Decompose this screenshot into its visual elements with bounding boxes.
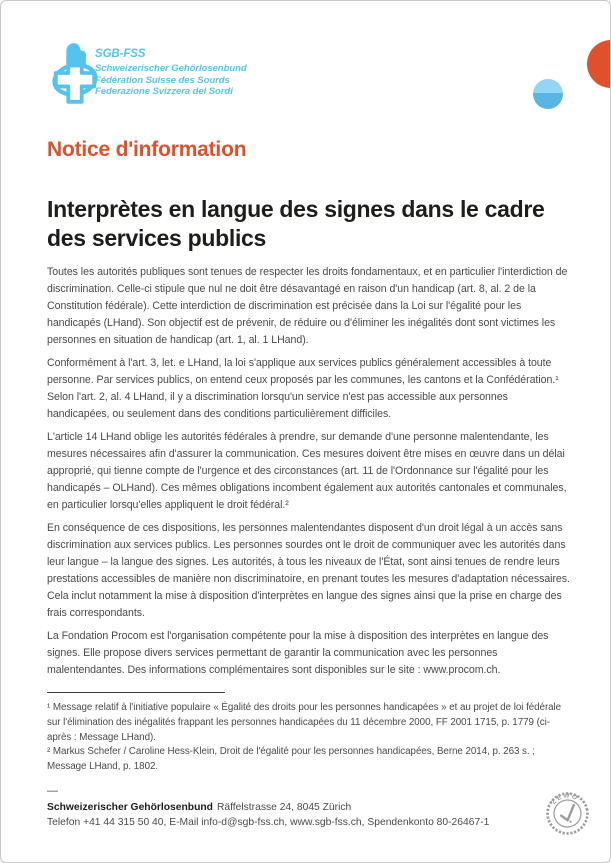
paragraph: Conformément à l'art. 3, let. e LHand, la loi s'applique aux services publics généralement accessibles à toute personne. Par services publics, on entend ceux proposés par les communes, les cantons et la Confédération.¹ Selon l'art. 2, al. 4 LHand, il y a discrimination lorsqu'un service n'est pas accessible aux personnes handicapées, ou seulement dans des conditions particulièrement difficiles. (47, 357, 559, 420)
notice-kicker: Notice d'information (47, 138, 247, 161)
paragraph: Toutes les autorités publiques sont tenues de respecter les droits fondamentaux, et en particulier l'interdiction de discrimination. Celle-ci stipule que nul ne doit être désavantagé en raison d'un handicap (art. 8, al. 2 de la Constitution fédérale). Cette interdiction de discrimination est précisée dans la Loi sur l'égalité pour les handicapés (LHand). Son objectif est de prévenir, de réduire ou d'éliminer les inégalités dont sont victimes les personnes en situation de handicap (art. 1, al. 1 LHand). (47, 266, 568, 346)
logo-name-it: Federazione Svizzera dei Sordi (95, 86, 233, 97)
page-title: Interprètes en langue des signes dans le cadre des services publics (47, 196, 545, 252)
paragraph: La Fondation Procom est l'organisation compétente pour la mise à disposition des interprètes en langue des signes. Elle propose divers services permettant de garantir la communication avec les personnes malentendantes. Des informations complémentaires sont disponibles sur le site : www.procom.ch. (47, 630, 549, 676)
logo-name-de: Schweizerischer Gehörlosenbund (95, 63, 247, 74)
footer-org-name: Schweizerischer Gehörlosenbund (47, 802, 213, 813)
footer (47, 786, 571, 830)
logo-acronym: SGB-FSS (95, 48, 146, 60)
sgb-fss-logo-icon (51, 41, 99, 105)
footer-address: Räffelstrasse 24, 8045 Zürich (216, 802, 352, 813)
footnote: ² Markus Schefer / Caroline Hess-Klein, Droit de l'égalité pour les personnes handicapées, Berne 2014, p. 263 s. ; Message LHand, p. 1802. (47, 746, 535, 773)
footnote: ¹ Message relatif à l'initiative populaire « Égalité des droits pour les personnes handicapées » et au projet de loi fédérale sur l'élimination des inégalités frappant les personnes handicapées du 11 décembre 2000, FF 2001 1715, p. 1779 (ci-après : Message LHand). (47, 702, 562, 743)
svg-text:ZEWO (549, 790, 581, 808)
footer-org-line (47, 800, 571, 815)
logo-wordmark (95, 48, 247, 98)
paragraph: En conséquence de ces dispositions, les personnes malentendantes disposent d'un droit légal à un accès sans discrimination aux services publics. Les personnes sourdes ont le droit de communiquer avec les autorités dans leur langue – la langue des signes. Les autorités, à tous les niveaux de l'État, sont ainsi tenues de rendre leurs prestations accessibles de manière non discriminatoire, en prenant toutes les mesures d'adaptation nécessaires. Cela inclut notamment la mise à disposition d'interprètes en langue des signes ainsi que la prise en charge des frais correspondants. (47, 522, 570, 619)
logo-name-fr: Fédération Suisse des Sourds (95, 74, 230, 86)
paragraph: L'article 14 LHand oblige les autorités fédérales à prendre, sur demande d'une personne malentendante, les mesures nécessaires afin d'assurer la communication. Ces mesures doivent être mises en œuvre dans un délai approprié, qui tienne compte de l'urgence et des circonstances (art. 11 de l'Ordonnance sur l'égalité pour les handicapés – OLHand). Ces mêmes obligations incombent également aux autorités cantonales et communales, en particulier lorsqu'elles appliquent le droit fédéral.² (47, 431, 567, 511)
footer-dash: — (47, 785, 58, 797)
footnotes-section (47, 692, 571, 775)
decor-circle-orange (587, 40, 611, 88)
decor-circle-blue (533, 79, 563, 109)
zewo-seal-icon (544, 790, 591, 837)
footer-contact-line: Telefon +41 44 315 50 40, E-Mail info-d@sgb-fss.ch, www.sgb-fss.ch, Spendenkonto 80-26467-1 (47, 817, 490, 828)
footnote-divider (47, 692, 225, 693)
seal-label: ZEWO (550, 792, 580, 807)
body-text (47, 264, 571, 685)
